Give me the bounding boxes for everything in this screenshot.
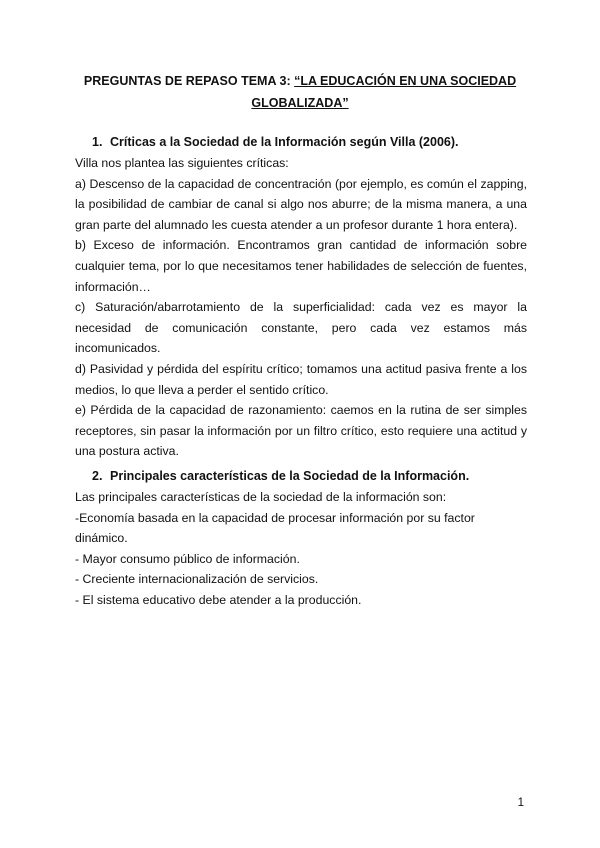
section-2-number: 2. (92, 469, 103, 483)
title-prefix: PREGUNTAS DE REPASO TEMA 3: (83, 74, 295, 88)
section-1-body (75, 153, 527, 462)
section-1-paragraph: b) Exceso de información. Encontramos gran cantidad de información sobre cualquier tema, por lo que necesitamos tener habilidades de selección de fuentes, información… (75, 238, 527, 294)
section-2-heading (92, 466, 469, 486)
section-1-paragraph: e) Pérdida de la capacidad de razonamiento: caemos en la rutina de ser simples receptores, sin pasar la información por un filtro crítico, esto requiere una actitud y una postura activa. (75, 403, 527, 459)
section-1-paragraph: d) Pasividad y pérdida del espíritu crítico; tomamos una actitud pasiva frente a los medios, lo que lleva a perder el sentido crítico. (75, 361, 527, 397)
document-title (75, 70, 525, 114)
section-2-body (75, 487, 527, 611)
section-1-number: 1. (92, 135, 103, 149)
title-underlined: “LA EDUCACIÓN EN UNA SOCIEDAD (294, 74, 517, 88)
section-1-heading-text: Críticas a la Sociedad de la Información según Villa (2006). (110, 135, 459, 149)
section-2-paragraph: - Creciente internacionalización de servicios. (75, 572, 319, 587)
page-number: 1 (517, 797, 524, 809)
section-1-paragraph: c) Saturación/abarrotamiento de la superficialidad: cada vez es mayor la necesidad de comunicación constante, pero cada vez estamos más incomunicados. (75, 300, 527, 356)
section-2-paragraph: -Economía basada en la capacidad de procesar información por su factor dinámico. (75, 510, 475, 546)
section-1-paragraph: a) Descenso de la capacidad de concentración (por ejemplo, es común el zapping, la posibilidad de cambiar de canal si algo nos aburre; de la misma manera, a una gran parte del alumnado les cuesta atender a un profesor durante 1 hora entera). (75, 176, 527, 232)
section-2-heading-text: Principales características de la Sociedad de la Información. (110, 469, 470, 483)
section-2-paragraph: Las principales características de la sociedad de la información son: (75, 490, 447, 504)
section-2-paragraph: - El sistema educativo debe atender a la producción. (75, 592, 362, 607)
section-2-paragraph: - Mayor consumo público de información. (75, 551, 300, 566)
title-line2: GLOBALIZADA” (251, 96, 349, 110)
section-1-paragraph: Villa nos plantea las siguientes críticas: (75, 156, 289, 170)
section-1-heading (92, 132, 459, 152)
